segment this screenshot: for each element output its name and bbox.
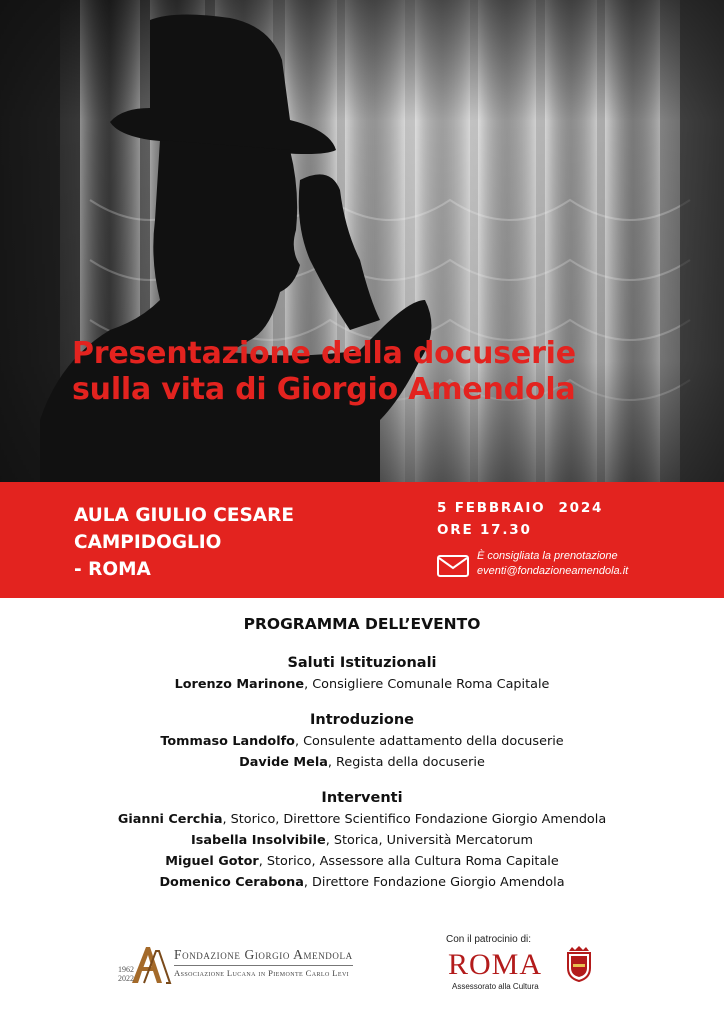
event-datetime [437,497,603,541]
event-date: 5 FEBBRAIO 2024 [437,500,604,516]
program-entry [0,830,724,851]
program-entry [0,674,724,695]
program-title: PROGRAMMA DELL’EVENTO [243,615,481,633]
foundation-years [118,965,134,983]
speaker-role: , Storico, Direttore Scientifico Fondazione Giorgio Amendola [222,812,607,827]
program-entry [0,809,724,830]
booking-note: È consigliata la prenotazione [477,550,618,562]
patronage-label: Con il patrocinio di: [446,934,532,945]
program-entry [0,731,724,752]
event-title-line-1: Presentazione della docuserie [72,336,576,371]
patronage-logo [440,934,620,996]
association-name: Associazione Lucana in Piemonte Carlo Levi [174,968,350,978]
speaker-role: , Storica, Università Mercatorum [325,833,533,848]
event-program [0,612,724,893]
speaker-role: , Consulente adattamento della docuserie [294,734,564,749]
speaker-name: Lorenzo Marinone [174,677,305,692]
venue-line-3: - ROMA [74,559,151,580]
speaker-name: Gianni Cerchia [117,812,223,827]
foundation-logo [118,943,388,987]
roma-department: Assessorato alla Cultura [452,982,539,991]
venue [74,502,294,583]
speaker-name: Domenico Cerabona [159,875,304,890]
section-title-interventi: Interventi [321,790,403,806]
event-time: ORE 17.30 [437,522,532,538]
program-entry [0,872,724,893]
speaker-name: Davide Mela [239,755,328,770]
section-title-saluti: Saluti Istituzionali [287,655,437,671]
program-entry [0,851,724,872]
roma-wordmark: ROMA [448,948,543,981]
roma-crest-icon [566,946,592,982]
booking-info [437,549,707,583]
year-end: 2022 [118,974,134,983]
event-title-line-2: sulla vita di Giorgio Amendola [72,372,576,407]
speaker-role: , Consigliere Comunale Roma Capitale [304,677,550,692]
venue-line-2: CAMPIDOGLIO [74,532,222,553]
hero-photo [0,0,724,482]
event-info-band [0,482,724,598]
silhouette-photo [0,0,724,482]
booking-email[interactable]: eventi@fondazioneamendola.it [477,565,629,577]
speaker-role: , Regista della docuserie [327,755,485,770]
speaker-name: Miguel Gotor [165,854,259,869]
program-entry [0,752,724,773]
speaker-name: Tommaso Landolfo [160,734,295,749]
speaker-name: Isabella Insolvibile [190,833,326,848]
speaker-role: , Storico, Assessore alla Cultura Roma Capitale [258,854,559,869]
venue-line-1: AULA GIULIO CESARE [74,505,294,526]
foundation-name: Fondazione Giorgio Amendola [174,947,353,966]
speaker-role: , Direttore Fondazione Giorgio Amendola [303,875,565,890]
event-title [72,336,692,408]
year-start: 1962 [118,965,134,974]
section-title-introduzione: Introduzione [310,712,414,728]
mail-icon [437,555,469,577]
